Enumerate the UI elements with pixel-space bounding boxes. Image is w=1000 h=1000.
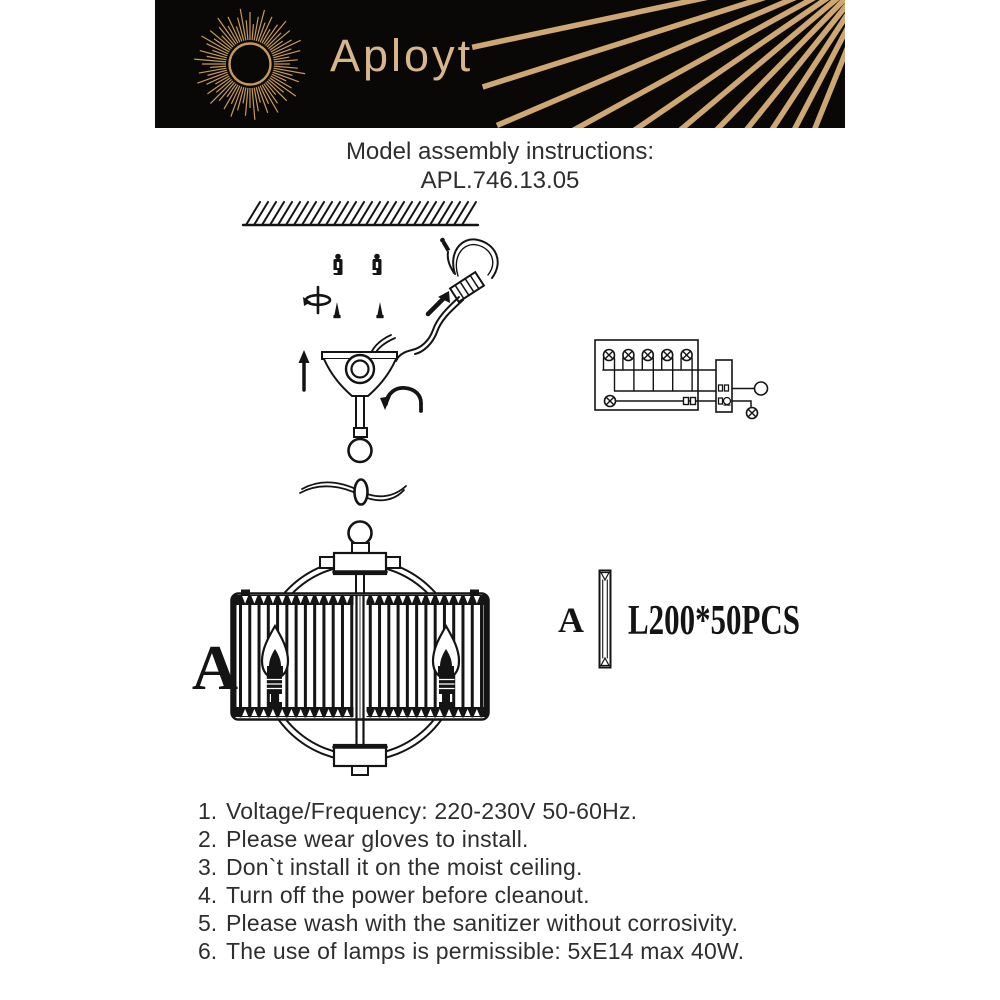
corner-rays-icon bbox=[472, 0, 845, 128]
wiring-diagram bbox=[595, 340, 768, 419]
rotate-hook-icon bbox=[380, 388, 421, 411]
brand-name: Aployt bbox=[330, 30, 474, 81]
item-text: Turn off the power before cleanout. bbox=[226, 882, 590, 908]
item-number: 6. bbox=[198, 938, 218, 964]
part-label: A bbox=[191, 632, 239, 703]
wall-anchor-icon bbox=[334, 254, 343, 275]
instruction-item bbox=[198, 853, 744, 881]
rotate-icon bbox=[303, 287, 330, 313]
item-number: 1. bbox=[198, 798, 218, 824]
instruction-item bbox=[198, 797, 744, 825]
lamp-symbol bbox=[605, 396, 616, 407]
item-text: Please wash with the sanitizer without corrosivity. bbox=[226, 910, 739, 936]
item-number: 4. bbox=[198, 882, 218, 908]
ceiling-hatch bbox=[243, 202, 478, 225]
instruction-item bbox=[198, 881, 744, 909]
instruction-item bbox=[198, 825, 744, 853]
arrow-icon bbox=[428, 291, 450, 314]
legend bbox=[558, 571, 800, 668]
item-number: 3. bbox=[198, 854, 218, 880]
instruction-item bbox=[198, 909, 744, 937]
item-text: Don`t install it on the moist ceiling. bbox=[226, 854, 583, 880]
brand-banner bbox=[155, 0, 845, 128]
item-text: Please wear gloves to install. bbox=[226, 826, 529, 852]
item-number: 5. bbox=[198, 910, 218, 936]
page-title: Model assembly instructions: bbox=[345, 138, 655, 165]
item-number: 2. bbox=[198, 826, 218, 852]
sunburst-logo-icon bbox=[194, 9, 305, 120]
instruction-item bbox=[198, 937, 744, 965]
arrow-up-icon bbox=[299, 350, 310, 390]
canopy-icon bbox=[322, 335, 397, 429]
legend-part-label: A bbox=[558, 600, 584, 640]
lamp-symbol bbox=[747, 408, 758, 419]
model-number: APL.746.13.05 bbox=[420, 167, 580, 194]
item-text: Voltage/Frequency: 220-230V 50-60Hz. bbox=[226, 798, 638, 824]
legend-spec: L200*50PCS bbox=[628, 598, 800, 644]
instructions-list bbox=[198, 797, 744, 965]
wall-anchor-icon bbox=[373, 254, 382, 275]
banner-art bbox=[155, 0, 845, 128]
item-text: The use of lamps is permissible: 5xE14 max 40W. bbox=[226, 938, 745, 964]
crystal-piece-icon bbox=[600, 571, 611, 668]
assembly-diagram bbox=[150, 195, 850, 795]
screw-icon bbox=[376, 302, 383, 318]
chain-icon bbox=[300, 428, 406, 554]
screw-icon bbox=[333, 302, 340, 318]
chandelier-drawing bbox=[232, 553, 489, 775]
